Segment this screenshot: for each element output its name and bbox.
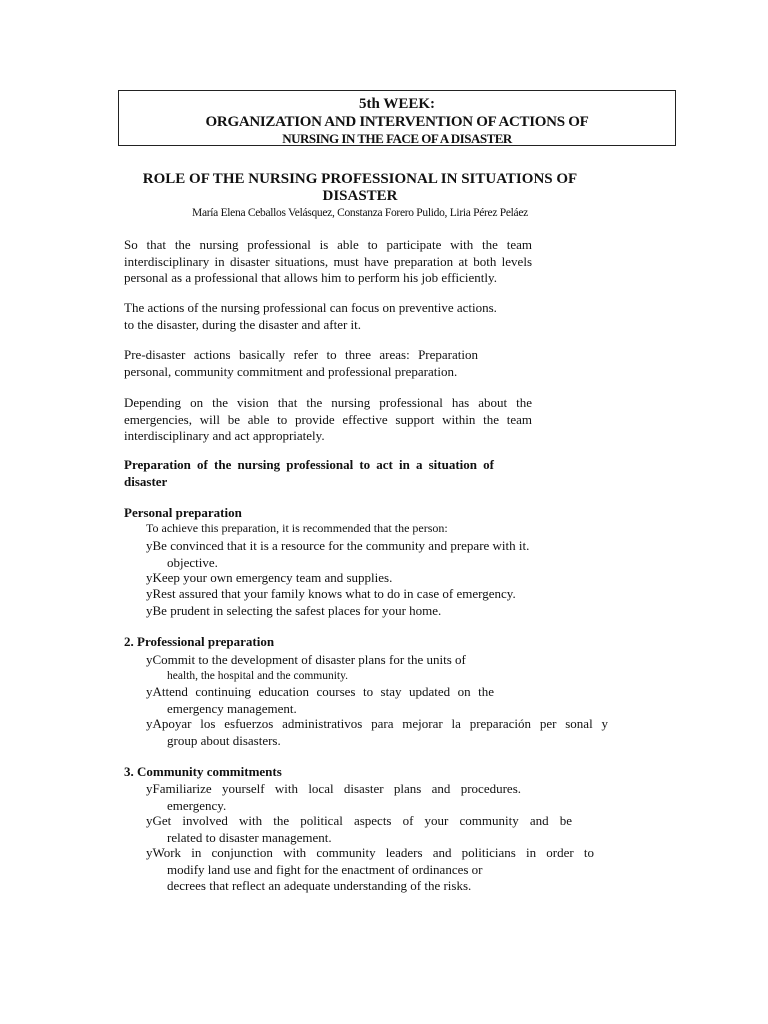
list-item-text: yRest assured that your family knows what to do in case of emergency. xyxy=(146,586,516,601)
paragraph-2 xyxy=(124,300,532,333)
paragraph-line: interdisciplinary in disaster situations, must have preparation at both levels xyxy=(124,253,532,269)
paragraph-line: emergencies, will be able to provide effective support within the team xyxy=(124,411,532,427)
paragraph-line: Pre-disaster actions basically refer to three areas: Preparation xyxy=(124,347,478,362)
section-heading xyxy=(124,457,494,490)
paragraph-4 xyxy=(124,395,532,445)
list-item-continuation: modify land use and fight for the enactment of ordinances or xyxy=(167,861,483,877)
list-item-text: yGet involved with the political aspects of your community and be xyxy=(146,813,572,828)
article-title xyxy=(124,171,596,205)
list-item-continuation: group about disasters. xyxy=(167,732,281,748)
paragraph-1 xyxy=(124,237,532,287)
article-authors: María Elena Ceballos Velásquez, Constanza Forero Pulido, Liria Pérez Peláez xyxy=(192,207,528,219)
section-heading-line-1: Preparation of the nursing professional to act in a situation of xyxy=(124,457,494,472)
list-item-text: yKeep your own emergency team and supplies. xyxy=(146,570,393,585)
professional-heading: 2. Professional preparation xyxy=(124,634,275,649)
personal-intro: To achieve this preparation, it is recommended that the person: xyxy=(146,521,448,535)
paragraph-line: personal as a professional that allows him to perform his job efficiently. xyxy=(124,270,497,285)
list-item-text: yApoyar los esfuerzos administrativos para mejorar la preparación per sonal y xyxy=(146,716,608,731)
list-item-continuation: emergency. xyxy=(167,797,227,813)
list-item-continuation: decrees that reflect an adequate understanding of the risks. xyxy=(167,878,472,893)
list-item xyxy=(146,781,521,814)
paragraph-line: Depending on the vision that the nursing professional has about the xyxy=(124,395,532,410)
community-heading: 3. Community commitments xyxy=(124,764,282,779)
list-item-continuation: objective. xyxy=(167,554,218,570)
section-heading-line-2: disaster xyxy=(124,473,168,489)
week-header-box xyxy=(118,90,676,146)
list-item xyxy=(146,716,608,749)
week-title-line-2: NURSING IN THE FACE OF A DISASTER xyxy=(282,131,512,146)
list-item xyxy=(146,603,441,620)
list-item-text: yBe convinced that it is a resource for the community and prepare with it. xyxy=(146,538,530,553)
paragraph-line: interdisciplinary and act appropriately. xyxy=(124,428,325,443)
list-item-continuation: related to disaster management. xyxy=(167,829,332,845)
list-item xyxy=(146,586,516,603)
list-item-text: yWork in conjunction with community leaders and politicians in order to xyxy=(146,845,594,860)
list-item xyxy=(146,813,572,846)
list-item xyxy=(146,845,594,895)
paragraph-line: personal, community commitment and professional preparation. xyxy=(124,363,458,379)
list-item xyxy=(146,652,484,683)
list-item-text: yFamiliarize yourself with local disaster plans and procedures. xyxy=(146,781,521,796)
list-item-text: yAttend continuing education courses to stay updated on the xyxy=(146,684,494,699)
list-item-text: yBe prudent in selecting the safest places for your home. xyxy=(146,603,442,618)
list-item-continuation: health, the hospital and the community. xyxy=(167,669,348,682)
paragraph-line: The actions of the nursing professional can focus on preventive actions. xyxy=(124,300,497,315)
list-item-text: yCommit to the development of disaster plans for the units of xyxy=(146,652,466,667)
list-item xyxy=(146,538,529,571)
list-item xyxy=(146,684,494,717)
week-title-line-1: ORGANIZATION AND INTERVENTION OF ACTIONS OF xyxy=(205,114,589,130)
personal-heading: Personal preparation xyxy=(124,505,242,520)
article-title-line-2: DISASTER xyxy=(322,188,398,204)
paragraph-3 xyxy=(124,347,478,380)
article-title-line-1: ROLE OF THE NURSING PROFESSIONAL IN SITUATIONS OF xyxy=(142,171,578,187)
list-item xyxy=(146,570,392,587)
list-item-continuation: emergency management. xyxy=(167,700,297,716)
paragraph-line: So that the nursing professional is able to participate with the team xyxy=(124,237,532,252)
week-label: 5th WEEK: xyxy=(359,96,435,112)
paragraph-line: to the disaster, during the disaster and after it. xyxy=(124,316,362,332)
